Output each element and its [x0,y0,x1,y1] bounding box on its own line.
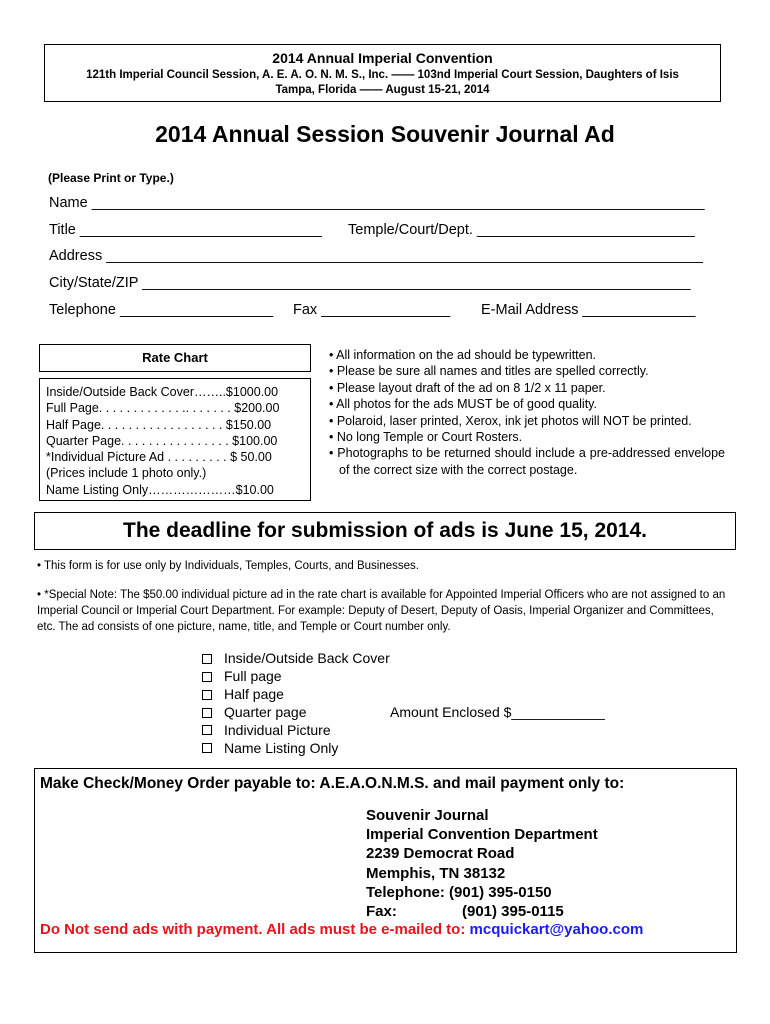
address-line: Imperial Convention Department [366,826,598,844]
option-half-page[interactable] [197,686,390,704]
address-line: Memphis, TN 38132 [366,864,506,882]
address-line: Souvenir Journal [366,807,489,824]
header-line-3: Tampa, Florida —— August 15-21, 2014 [275,84,490,96]
email-warning [40,921,643,938]
fax-label: Fax: [366,903,397,921]
checkbox-icon[interactable] [202,654,212,664]
email-link[interactable]: mcquickart@yahoo.com [469,921,644,938]
rate-row: Name Listing Only…………………$10.00 [46,482,274,497]
checkbox-icon[interactable] [202,690,212,700]
checkbox-icon[interactable] [202,672,212,682]
title-field[interactable]: Title ______________________________ [49,222,322,238]
fax-number: (901) 395-0115 [462,903,564,921]
instruction-item: • All photos for the ads MUST be of good quality. [329,397,597,412]
special-note: • *Special Note: The $50.00 individual picture ad in the rate chart is available for Appointed Imperial Officers who are not assigned to an Imperial Council or Imperial Court Department. For example: Deputy of Desert, Deputy of Oasis, Imperial Organizer and Committees, etc. The ad consists of one picture, name, title, and Temple or Court number only. [37,589,726,633]
print-note: (Please Print or Type.) [48,171,174,185]
city-state-zip-field[interactable]: City/State/ZIP ____________________________________________________________________ [49,275,691,291]
temple-court-dept-field[interactable]: Temple/Court/Dept. ___________________________ [348,222,695,238]
checkbox-icon[interactable] [202,725,212,735]
amount-enclosed-field[interactable]: Amount Enclosed $____________ [390,704,605,720]
telephone-field[interactable]: Telephone ___________________ [49,302,274,318]
deadline-banner: The deadline for submission of ads is June 15, 2014. [34,512,736,550]
option-quarter-page[interactable] [197,704,390,722]
rate-row: Inside/Outside Back Cover……..$1000.00 [46,385,279,399]
instruction-item: • No long Temple or Court Rosters. [329,430,523,445]
rate-chart-title: Rate Chart [39,344,311,372]
email-address-field[interactable]: E-Mail Address ______________ [481,302,696,318]
checkbox-icon[interactable] [202,708,212,718]
header-line-1: 2014 Annual Imperial Convention [272,50,493,66]
ad-instructions-list [329,347,725,478]
page-title: 2014 Annual Session Souvenir Journal Ad [155,121,615,147]
header-line-2: 121th Imperial Council Session, A. E. A. O. N. M. S., Inc. —— 103nd Imperial Court Session, Daughters of Isis [86,69,679,81]
option-label: Name Listing Only [224,739,339,756]
instruction-item: • Please layout draft of the ad on 8 1/2 x 11 paper. [329,380,606,395]
address-line: Telephone: (901) 395-0150 [366,883,552,901]
option-label: Half page [224,685,284,702]
option-inside-outside-back-cover[interactable] [197,650,390,668]
convention-header [44,44,721,102]
option-name-listing-only[interactable] [197,740,390,758]
name-field[interactable]: Name ____________________________________________________________________________ [49,195,705,211]
rate-row: Full Page. . . . . . . . . . . . .. . . . . . . $200.00 [46,401,280,416]
option-label: Inside/Outside Back Cover [224,650,390,666]
fax-line [366,902,598,921]
warning-text: Do Not send ads with payment. All ads must be e-mailed to: [40,921,470,938]
instruction-item: • Polaroid, laser printed, Xerox, ink jet photos will NOT be printed. [329,413,692,428]
rate-row: (Prices include 1 photo only.) [46,466,207,481]
option-label: Individual Picture [224,721,331,738]
mailing-address [366,806,598,921]
checkbox-icon[interactable] [202,743,212,753]
rate-row: Quarter Page. . . . . . . . . . . . . . . . $100.00 [46,433,278,448]
instruction-item: • Please be sure all names and titles are spelled correctly. [329,364,649,379]
rate-row: Half Page. . . . . . . . . . . . . . . . . . $150.00 [46,417,272,432]
option-full-page[interactable] [197,668,390,686]
usage-note: • This form is for use only by Individuals, Temples, Courts, and Businesses. [37,560,419,572]
rate-row: *Individual Picture Ad . . . . . . . . . $ 50.00 [46,450,272,465]
ad-size-options [197,650,390,757]
option-individual-picture[interactable] [197,722,390,740]
fax-field[interactable]: Fax ________________ [293,302,451,318]
payment-info-box [34,768,737,953]
instruction-item: • All information on the ad should be typewritten. [329,348,597,362]
rate-chart-list [39,378,311,501]
address-field[interactable]: Address __________________________________________________________________________ [49,248,703,264]
address-line: 2239 Democrat Road [366,845,515,863]
option-label: Full page [224,667,282,684]
option-label: Quarter page [224,703,307,720]
payment-instructions: Make Check/Money Order payable to: A.E.A.O.N.M.S. and mail payment only to: [40,775,625,792]
instruction-item: • Photographs to be returned should include a pre-addressed envelope of the correct size with the correct postage. [329,446,725,477]
